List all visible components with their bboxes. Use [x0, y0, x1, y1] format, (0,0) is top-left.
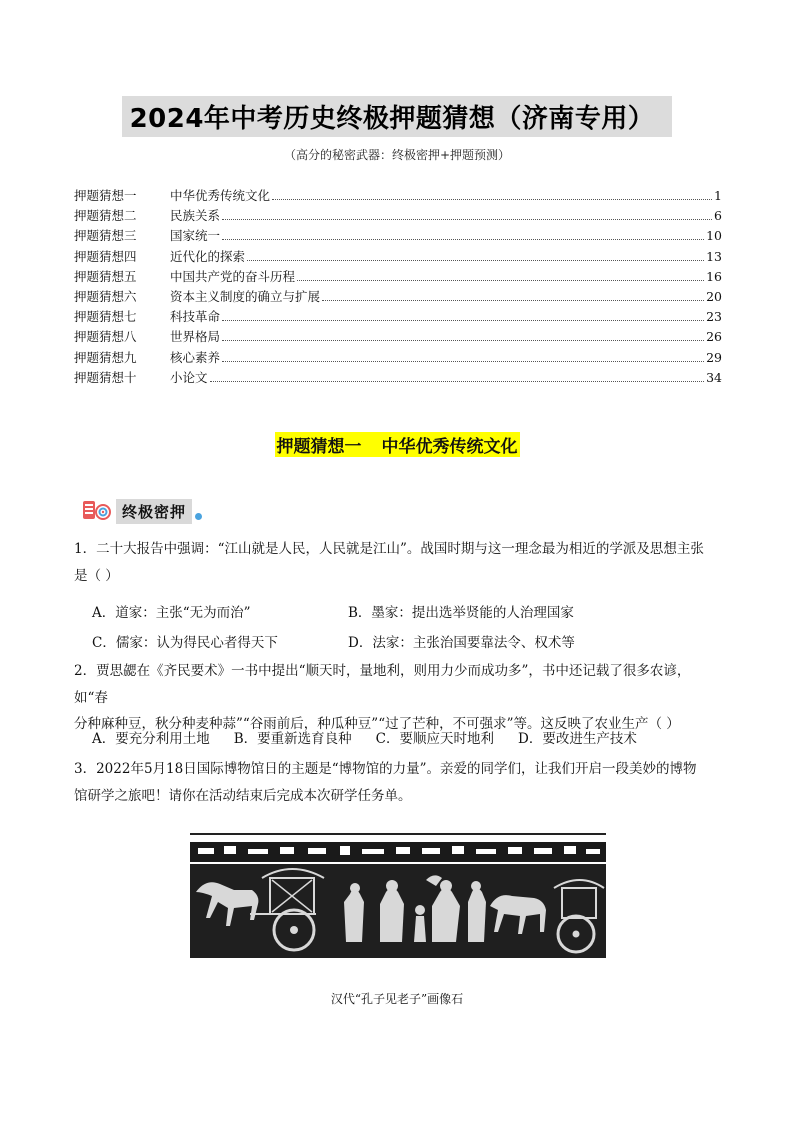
- toc-leader-dots: [247, 260, 704, 261]
- toc-row-page: 29: [706, 349, 722, 365]
- toc-row-title: 近代化的探索: [170, 248, 246, 264]
- question-3-line-2: 馆研学之旅吧！请你在活动结束后完成本次研学任务单。: [74, 787, 412, 804]
- toc-leader-dots: [322, 300, 704, 301]
- toc-row-number: 押题猜想四: [74, 248, 137, 264]
- q1-option-c: C．儒家：认为得民心者得天下: [92, 635, 278, 651]
- q1-option-b: B．墨家：提出选举贤能的人治理国家: [348, 605, 574, 621]
- q2-option-d: D．要改进生产技术: [518, 731, 637, 747]
- toc-row-title: 科技革命: [170, 309, 221, 325]
- toc-leader-dots: [222, 361, 704, 362]
- toc-leader-dots: [297, 280, 704, 281]
- toc-row-number: 押题猜想五: [74, 268, 137, 284]
- section-badge: [82, 498, 202, 524]
- toc-row-number: 押题猜想二: [74, 208, 137, 224]
- toc-row-page: 6: [714, 208, 722, 224]
- question-2-line-1: 2．贾思勰在《齐民要术》一书中提出“顺天时，量地利，则用力少而成功多”，书中还记载了很多农谚，如“春: [74, 663, 691, 706]
- toc-row[interactable]: [74, 226, 722, 246]
- toc-row-page: 23: [706, 309, 722, 325]
- figure-caption: 汉代“孔子见老子”画像石: [330, 992, 464, 1006]
- toc-leader-dots: [272, 199, 712, 200]
- toc-row[interactable]: [74, 368, 722, 388]
- toc-row-title: 中华优秀传统文化: [170, 188, 271, 203]
- toc-row-page: 34: [706, 369, 722, 385]
- toc-row-title: 中国共产党的奋斗历程: [170, 268, 296, 284]
- section-heading-wrap: [0, 432, 794, 457]
- table-of-contents: [74, 186, 722, 388]
- question-3-line-1: 3．2022年5月18日国际博物馆日的主题是“博物馆的力量”。亲爱的同学们，让我们开启一段美妙的博物: [74, 761, 697, 777]
- toc-row[interactable]: [74, 206, 722, 226]
- question-1-line-2: 是（ ）: [74, 567, 119, 584]
- toc-row-title: 国家统一: [170, 228, 221, 244]
- toc-row-title: 资本主义制度的确立与扩展: [170, 288, 321, 304]
- toc-row[interactable]: [74, 186, 722, 206]
- toc-row-number: 押题猜想八: [74, 329, 137, 345]
- toc-row[interactable]: [74, 307, 722, 327]
- toc-row-page: 1: [714, 188, 722, 203]
- page-subtitle: （高分的秘密武器：终极密押+押题预测）: [283, 148, 511, 162]
- toc-row-page: 26: [706, 329, 722, 345]
- section-heading: [275, 432, 520, 457]
- q2-option-b: B．要重新选育良种: [233, 731, 352, 747]
- stone-relief-image: [190, 832, 606, 958]
- question-1-line-1: 1．二十大报告中强调：“江山就是人民，人民就是江山”。战国时期与这一理念最为相近的学派及思想主张: [74, 541, 704, 557]
- toc-row-title: 世界格局: [170, 329, 221, 345]
- toc-row-number: 押题猜想一: [74, 188, 137, 203]
- toc-leader-dots: [222, 219, 712, 220]
- badge-label: 终极密押: [116, 499, 192, 524]
- question-2-options: [92, 722, 732, 752]
- title-wrap: [0, 96, 794, 137]
- toc-row-page: 20: [706, 288, 722, 304]
- toc-row-number: 押题猜想三: [74, 228, 137, 244]
- question-2-line-2: 分种麻种豆，秋分种麦种蒜”“谷雨前后，种瓜种豆”“过了芒种，不可强求”等。这反映了农业生产（ ）: [74, 716, 680, 732]
- toc-row[interactable]: [74, 247, 722, 267]
- toc-row[interactable]: [74, 348, 722, 368]
- question-1-stem: [74, 536, 724, 589]
- toc-row-title: 小论文: [170, 369, 208, 385]
- question-1-options: [92, 596, 732, 656]
- q2-option-a: A．要充分利用土地: [92, 731, 210, 747]
- q1-option-a: A．道家：主张“无为而治”: [92, 605, 251, 621]
- q1-option-d: D．法家：主张治国要靠法令、权术等: [348, 635, 575, 651]
- badge-dot-icon: [195, 513, 202, 520]
- toc-row-page: 16: [706, 268, 722, 284]
- toc-row-number: 押题猜想九: [74, 349, 137, 365]
- toc-row-page: 13: [706, 248, 722, 264]
- toc-row-number: 押题猜想十: [74, 369, 137, 385]
- q2-option-c: C．要顺应天时地利: [375, 731, 495, 747]
- toc-row-title: 核心素养: [170, 349, 221, 365]
- toc-row-title: 民族关系: [170, 208, 221, 224]
- question-3-stem: [74, 756, 724, 809]
- section-heading-title: 中华优秀传统文化: [381, 437, 518, 457]
- toc-leader-dots: [222, 320, 704, 321]
- toc-row-number: 押题猜想七: [74, 309, 137, 325]
- target-icon: [82, 498, 112, 524]
- toc-row-number: 押题猜想六: [74, 288, 137, 304]
- toc-leader-dots: [222, 239, 704, 240]
- toc-leader-dots: [210, 381, 705, 382]
- page-title: 2024年中考历史终极押题猜想（济南专用）: [122, 96, 673, 137]
- toc-leader-dots: [222, 340, 704, 341]
- toc-row[interactable]: [74, 327, 722, 347]
- toc-row-page: 10: [706, 228, 722, 244]
- toc-row[interactable]: [74, 287, 722, 307]
- toc-row[interactable]: [74, 267, 722, 287]
- section-heading-num: 押题猜想一: [276, 437, 362, 457]
